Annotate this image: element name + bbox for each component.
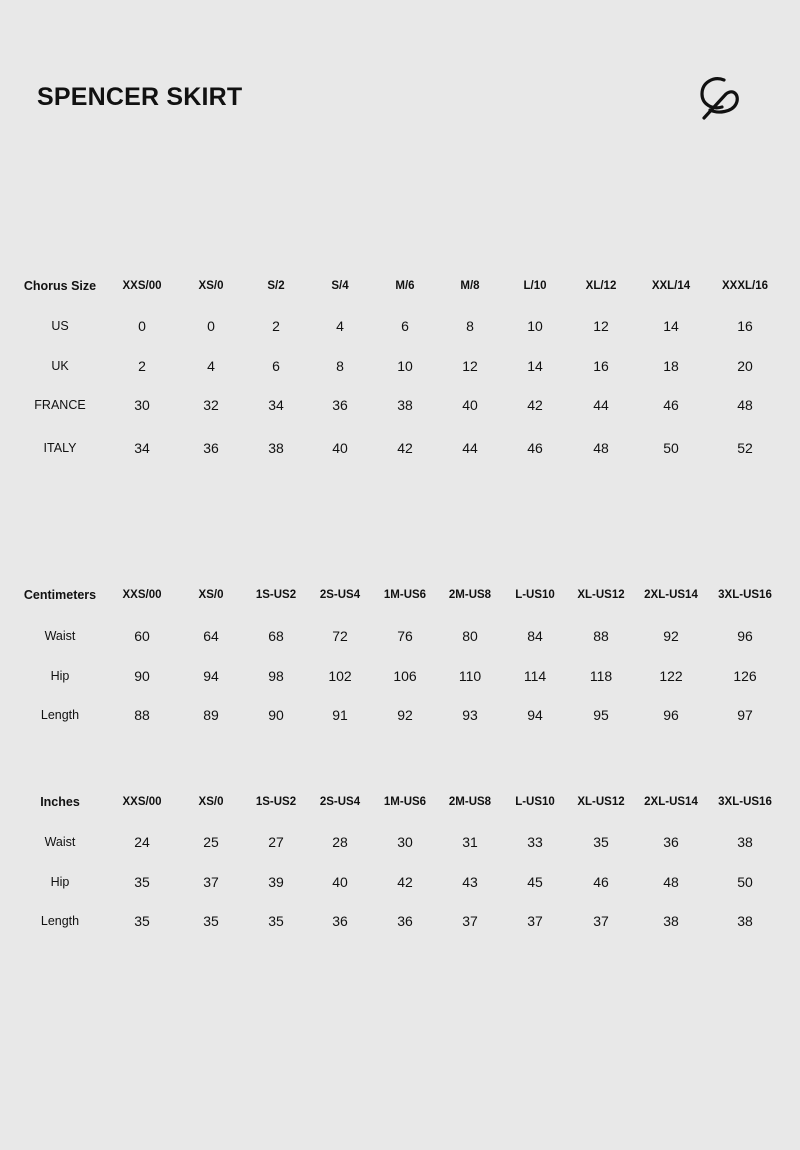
column-header: XXS/00 xyxy=(122,589,162,601)
table-cell: 2 xyxy=(138,358,146,374)
table-cell: 8 xyxy=(466,318,474,334)
column-header: XS/0 xyxy=(198,589,224,601)
row-label: FRANCE xyxy=(34,398,86,412)
table-cell: 92 xyxy=(397,707,413,723)
column-header: XXXL/16 xyxy=(721,280,769,292)
table-cell: 72 xyxy=(332,628,348,644)
table-cell: 38 xyxy=(663,913,679,929)
table-cell: 35 xyxy=(203,913,219,929)
table-cell: 106 xyxy=(393,668,417,684)
table-cell: 18 xyxy=(663,358,679,374)
column-header: 1M-US6 xyxy=(383,796,427,808)
table-cell: 92 xyxy=(663,628,679,644)
table-cell: 0 xyxy=(207,318,215,334)
row-label: Length xyxy=(40,708,80,722)
table-row xyxy=(0,705,800,725)
table-cell: 43 xyxy=(462,874,478,890)
table-cell: 10 xyxy=(397,358,413,374)
column-header: 1M-US6 xyxy=(383,589,427,601)
table-cell: 16 xyxy=(737,318,753,334)
column-header: 3XL-US16 xyxy=(718,796,772,808)
table-row xyxy=(0,395,800,415)
table-row xyxy=(0,356,800,376)
table-row xyxy=(0,438,800,458)
table-cell: 94 xyxy=(203,668,219,684)
table-cell: 46 xyxy=(527,440,543,456)
table-cell: 30 xyxy=(397,834,413,850)
table-cell: 97 xyxy=(737,707,753,723)
table-cell: 122 xyxy=(659,668,683,684)
table-cell: 50 xyxy=(663,440,679,456)
table-cell: 31 xyxy=(462,834,478,850)
table-cell: 38 xyxy=(737,834,753,850)
row-label: Hip xyxy=(50,669,70,683)
column-header: L-US10 xyxy=(515,589,555,601)
table-cell: 34 xyxy=(134,440,150,456)
column-header: S/2 xyxy=(267,280,285,292)
table-cell: 30 xyxy=(134,397,150,413)
table-cell: 36 xyxy=(203,440,219,456)
table-cell: 96 xyxy=(737,628,753,644)
table-cell: 14 xyxy=(527,358,543,374)
table-cell: 96 xyxy=(663,707,679,723)
table-cell: 24 xyxy=(134,834,150,850)
column-header: 1S-US2 xyxy=(255,796,297,808)
table-row xyxy=(0,316,800,336)
table-cell: 27 xyxy=(268,834,284,850)
table-cell: 40 xyxy=(462,397,478,413)
column-header: XS/0 xyxy=(198,280,224,292)
table-cell: 42 xyxy=(397,440,413,456)
table-cell: 46 xyxy=(663,397,679,413)
table-cell: 2 xyxy=(272,318,280,334)
table-cell: 84 xyxy=(527,628,543,644)
page-title: SPENCER SKIRT xyxy=(37,83,243,111)
table-cell: 64 xyxy=(203,628,219,644)
table-cell: 93 xyxy=(462,707,478,723)
row-label: Length xyxy=(40,914,80,928)
table-cell: 14 xyxy=(663,318,679,334)
table-cell: 90 xyxy=(134,668,150,684)
column-header: XL-US12 xyxy=(577,589,625,601)
table-header-row xyxy=(0,585,800,605)
row-label: US xyxy=(51,319,69,333)
table-row xyxy=(0,666,800,686)
table-cell: 4 xyxy=(207,358,215,374)
column-header: M/8 xyxy=(460,280,480,292)
table-cell: 36 xyxy=(397,913,413,929)
chorus-logo-icon xyxy=(698,74,742,122)
table-cell: 6 xyxy=(272,358,280,374)
column-header: 2S-US4 xyxy=(319,796,361,808)
table-cell: 37 xyxy=(203,874,219,890)
table-cell: 39 xyxy=(268,874,284,890)
table-cell: 37 xyxy=(593,913,609,929)
table-cell: 20 xyxy=(737,358,753,374)
table-cell: 36 xyxy=(332,397,348,413)
column-header: XS/0 xyxy=(198,796,224,808)
column-header: XXL/14 xyxy=(651,280,691,292)
table-cell: 37 xyxy=(527,913,543,929)
table-cell: 52 xyxy=(737,440,753,456)
row-label: ITALY xyxy=(43,441,77,455)
table-cell: 80 xyxy=(462,628,478,644)
row-label: Waist xyxy=(44,629,76,643)
column-header: L/10 xyxy=(523,280,547,292)
table-cell: 36 xyxy=(663,834,679,850)
row-label: Waist xyxy=(44,835,76,849)
table-cell: 38 xyxy=(737,913,753,929)
table-cell: 12 xyxy=(462,358,478,374)
table-cell: 40 xyxy=(332,440,348,456)
table-cell: 38 xyxy=(397,397,413,413)
table-cell: 12 xyxy=(593,318,609,334)
table-cell: 40 xyxy=(332,874,348,890)
table-cell: 8 xyxy=(336,358,344,374)
column-header: L-US10 xyxy=(515,796,555,808)
table-title-cell: Chorus Size xyxy=(23,279,97,293)
table-cell: 44 xyxy=(593,397,609,413)
table-cell: 25 xyxy=(203,834,219,850)
column-header: 3XL-US16 xyxy=(718,589,772,601)
table-cell: 42 xyxy=(397,874,413,890)
table-cell: 118 xyxy=(589,668,613,684)
table-cell: 91 xyxy=(332,707,348,723)
column-header: 2XL-US14 xyxy=(644,796,698,808)
row-label: Hip xyxy=(50,875,70,889)
table-cell: 6 xyxy=(401,318,409,334)
table-cell: 4 xyxy=(336,318,344,334)
table-cell: 90 xyxy=(268,707,284,723)
table-cell: 102 xyxy=(328,668,352,684)
column-header: 2M-US8 xyxy=(448,796,492,808)
table-cell: 94 xyxy=(527,707,543,723)
table-cell: 34 xyxy=(268,397,284,413)
table-cell: 32 xyxy=(203,397,219,413)
column-header: 2XL-US14 xyxy=(644,589,698,601)
table-cell: 48 xyxy=(593,440,609,456)
table-title-cell: Centimeters xyxy=(23,588,97,602)
table-cell: 46 xyxy=(593,874,609,890)
table-title-cell: Inches xyxy=(40,795,80,809)
table-cell: 37 xyxy=(462,913,478,929)
table-cell: 89 xyxy=(203,707,219,723)
table-cell: 10 xyxy=(527,318,543,334)
table-cell: 95 xyxy=(593,707,609,723)
table-cell: 38 xyxy=(268,440,284,456)
table-cell: 45 xyxy=(527,874,543,890)
table-cell: 35 xyxy=(134,913,150,929)
table-cell: 44 xyxy=(462,440,478,456)
table-header-row xyxy=(0,792,800,812)
table-cell: 35 xyxy=(134,874,150,890)
table-cell: 50 xyxy=(737,874,753,890)
table-cell: 60 xyxy=(134,628,150,644)
column-header: XXS/00 xyxy=(122,796,162,808)
table-cell: 33 xyxy=(527,834,543,850)
column-header: XL-US12 xyxy=(577,796,625,808)
table-cell: 35 xyxy=(593,834,609,850)
column-header: 2S-US4 xyxy=(319,589,361,601)
table-cell: 28 xyxy=(332,834,348,850)
column-header: 1S-US2 xyxy=(255,589,297,601)
table-row xyxy=(0,626,800,646)
table-cell: 36 xyxy=(332,913,348,929)
table-cell: 88 xyxy=(134,707,150,723)
table-row xyxy=(0,872,800,892)
table-cell: 48 xyxy=(737,397,753,413)
column-header: 2M-US8 xyxy=(448,589,492,601)
table-cell: 0 xyxy=(138,318,146,334)
table-cell: 68 xyxy=(268,628,284,644)
table-cell: 114 xyxy=(523,668,547,684)
table-cell: 126 xyxy=(733,668,757,684)
column-header: XL/12 xyxy=(585,280,617,292)
table-cell: 76 xyxy=(397,628,413,644)
row-label: UK xyxy=(51,359,69,373)
table-cell: 48 xyxy=(663,874,679,890)
table-cell: 110 xyxy=(458,668,482,684)
table-header-row xyxy=(0,276,800,296)
table-cell: 35 xyxy=(268,913,284,929)
table-cell: 16 xyxy=(593,358,609,374)
column-header: M/6 xyxy=(395,280,415,292)
table-cell: 98 xyxy=(268,668,284,684)
table-row xyxy=(0,911,800,931)
column-header: XXS/00 xyxy=(122,280,162,292)
table-row xyxy=(0,832,800,852)
table-cell: 88 xyxy=(593,628,609,644)
column-header: S/4 xyxy=(331,280,349,292)
table-cell: 42 xyxy=(527,397,543,413)
